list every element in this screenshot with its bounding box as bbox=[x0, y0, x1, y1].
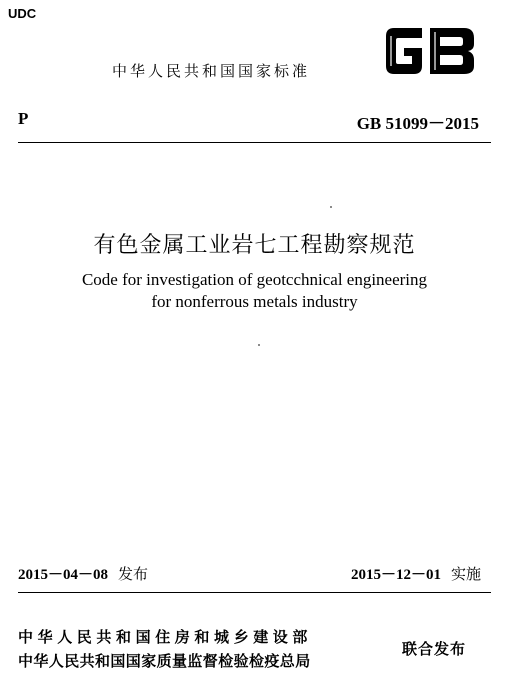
scan-speck bbox=[330, 206, 332, 208]
scan-speck bbox=[258, 344, 260, 346]
effective-date-block bbox=[351, 563, 481, 584]
issuer-aqsiq: 中华人民共和国国家质量监督检验检疫总局 bbox=[18, 652, 311, 670]
classification-code: P bbox=[18, 109, 29, 128]
issuer-mohurd: 中华人民共和国住房和城乡建设部 bbox=[18, 628, 313, 646]
title-english-line1: Code for investigation of geotcchnical engineering bbox=[81, 270, 428, 289]
national-standard-label: 中华人民共和国国家标准 bbox=[112, 62, 311, 80]
issue-date: 2015－04－08 bbox=[18, 567, 109, 583]
gb-logo-icon bbox=[382, 26, 478, 76]
footer-divider bbox=[18, 592, 491, 593]
issue-label: 发布 bbox=[118, 565, 149, 583]
standard-number: GB 51099－2015 bbox=[356, 114, 479, 133]
effective-label: 实施 bbox=[450, 565, 481, 583]
header-divider bbox=[18, 142, 491, 143]
effective-date: 2015－12－01 bbox=[350, 567, 441, 583]
title-chinese: 有色金属工业岩七工程勘察规范 bbox=[93, 233, 416, 258]
udc-label: UDC bbox=[8, 6, 37, 21]
title-english-line2: for nonferrous metals industry bbox=[151, 292, 358, 311]
issue-date-block bbox=[18, 563, 148, 584]
joint-issue-label: 联合发布 bbox=[402, 640, 467, 658]
